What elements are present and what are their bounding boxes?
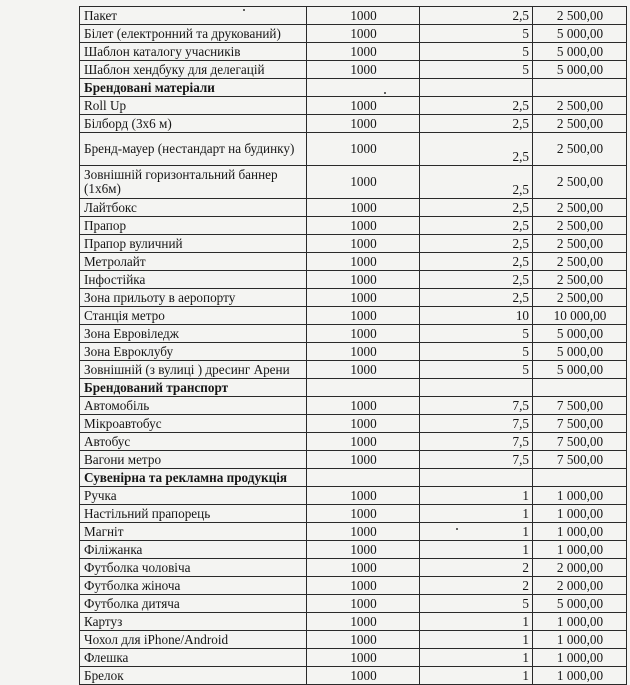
item-amount: 2 500,00 bbox=[533, 199, 627, 217]
item-amount: 5 000,00 bbox=[533, 325, 627, 343]
item-name: Філіжанка bbox=[80, 541, 307, 559]
item-row bbox=[80, 115, 627, 133]
item-amount: 5 000,00 bbox=[533, 343, 627, 361]
empty-cell bbox=[307, 469, 420, 487]
item-row bbox=[80, 613, 627, 631]
item-name: Шаблон каталогу учасників bbox=[80, 43, 307, 61]
item-coefficient: 1 bbox=[420, 523, 533, 541]
item-amount: 2 500,00 bbox=[533, 7, 627, 25]
section-header-row bbox=[80, 379, 627, 397]
item-row bbox=[80, 166, 627, 199]
item-coefficient: 5 bbox=[420, 61, 533, 79]
item-row bbox=[80, 541, 627, 559]
item-quantity: 1000 bbox=[307, 559, 420, 577]
item-quantity: 1000 bbox=[307, 97, 420, 115]
item-coefficient: 2,5 bbox=[420, 97, 533, 115]
item-coefficient: 2,5 bbox=[420, 199, 533, 217]
item-row bbox=[80, 577, 627, 595]
item-name: Білет (електронний та друкований) bbox=[80, 25, 307, 43]
item-name: Прапор вуличний bbox=[80, 235, 307, 253]
item-row bbox=[80, 25, 627, 43]
item-amount: 2 500,00 bbox=[533, 115, 627, 133]
item-row bbox=[80, 631, 627, 649]
item-amount: 1 000,00 bbox=[533, 505, 627, 523]
item-amount: 1 000,00 bbox=[533, 613, 627, 631]
item-amount: 1 000,00 bbox=[533, 631, 627, 649]
price-table-body bbox=[80, 7, 627, 685]
item-amount: 7 500,00 bbox=[533, 433, 627, 451]
item-coefficient: 1 bbox=[420, 649, 533, 667]
item-coefficient: 5 bbox=[420, 343, 533, 361]
item-name: Лайтбокс bbox=[80, 199, 307, 217]
item-amount: 2 500,00 bbox=[533, 235, 627, 253]
item-quantity: 1000 bbox=[307, 289, 420, 307]
item-name: Зона Евровіледж bbox=[80, 325, 307, 343]
item-name: Автобус bbox=[80, 433, 307, 451]
item-name: Мікроавтобус bbox=[80, 415, 307, 433]
item-coefficient: 2,5 bbox=[420, 235, 533, 253]
item-quantity: 1000 bbox=[307, 541, 420, 559]
item-coefficient: 5 bbox=[420, 43, 533, 61]
item-row bbox=[80, 505, 627, 523]
item-row bbox=[80, 217, 627, 235]
item-amount: 7 500,00 bbox=[533, 397, 627, 415]
item-coefficient: 7,5 bbox=[420, 433, 533, 451]
item-coefficient: 5 bbox=[420, 361, 533, 379]
item-coefficient: 2,5 bbox=[420, 289, 533, 307]
item-amount: 5 000,00 bbox=[533, 361, 627, 379]
item-coefficient: 1 bbox=[420, 631, 533, 649]
item-coefficient: 5 bbox=[420, 25, 533, 43]
item-coefficient: 1 bbox=[420, 541, 533, 559]
item-name: Вагони метро bbox=[80, 451, 307, 469]
item-row bbox=[80, 415, 627, 433]
item-quantity: 1000 bbox=[307, 43, 420, 61]
empty-cell bbox=[533, 469, 627, 487]
item-row bbox=[80, 451, 627, 469]
item-amount: 1 000,00 bbox=[533, 649, 627, 667]
item-coefficient: 5 bbox=[420, 595, 533, 613]
section-title: Брендований транспорт bbox=[80, 379, 307, 397]
item-quantity: 1000 bbox=[307, 649, 420, 667]
empty-cell bbox=[533, 79, 627, 97]
item-name: Білборд (3х6 м) bbox=[80, 115, 307, 133]
item-quantity: 1000 bbox=[307, 7, 420, 25]
section-title: Сувенірна та рекламна продукція bbox=[80, 469, 307, 487]
empty-cell bbox=[420, 379, 533, 397]
item-row bbox=[80, 253, 627, 271]
empty-cell bbox=[420, 469, 533, 487]
item-amount: 2 000,00 bbox=[533, 559, 627, 577]
item-row bbox=[80, 133, 627, 166]
item-row bbox=[80, 397, 627, 415]
item-row bbox=[80, 271, 627, 289]
item-row bbox=[80, 61, 627, 79]
item-row bbox=[80, 199, 627, 217]
item-quantity: 1000 bbox=[307, 613, 420, 631]
item-row bbox=[80, 343, 627, 361]
item-quantity: 1000 bbox=[307, 325, 420, 343]
item-amount: 7 500,00 bbox=[533, 415, 627, 433]
item-coefficient: 1 bbox=[420, 505, 533, 523]
item-quantity: 1000 bbox=[307, 667, 420, 685]
item-quantity: 1000 bbox=[307, 199, 420, 217]
item-quantity: 1000 bbox=[307, 133, 420, 166]
item-amount: 1 000,00 bbox=[533, 523, 627, 541]
item-quantity: 1000 bbox=[307, 523, 420, 541]
item-quantity: 1000 bbox=[307, 631, 420, 649]
item-name: Прапор bbox=[80, 217, 307, 235]
item-name: Настільний прапорець bbox=[80, 505, 307, 523]
item-row bbox=[80, 667, 627, 685]
item-name: Інфостійка bbox=[80, 271, 307, 289]
section-header-row bbox=[80, 469, 627, 487]
section-title: Брендовані матеріали bbox=[80, 79, 307, 97]
item-row bbox=[80, 325, 627, 343]
item-amount: 1 000,00 bbox=[533, 541, 627, 559]
item-coefficient: 2 bbox=[420, 559, 533, 577]
item-amount: 2 500,00 bbox=[533, 271, 627, 289]
item-name: Футболка жіноча bbox=[80, 577, 307, 595]
item-amount: 1 000,00 bbox=[533, 667, 627, 685]
item-amount: 2 000,00 bbox=[533, 577, 627, 595]
item-row bbox=[80, 361, 627, 379]
item-amount: 2 500,00 bbox=[533, 217, 627, 235]
item-row bbox=[80, 433, 627, 451]
item-name: Картуз bbox=[80, 613, 307, 631]
item-row bbox=[80, 487, 627, 505]
item-quantity: 1000 bbox=[307, 271, 420, 289]
price-table bbox=[79, 6, 627, 685]
item-quantity: 1000 bbox=[307, 166, 420, 199]
item-name: Магніт bbox=[80, 523, 307, 541]
item-name: Ручка bbox=[80, 487, 307, 505]
item-quantity: 1000 bbox=[307, 487, 420, 505]
item-name: Брелок bbox=[80, 667, 307, 685]
item-amount: 2 500,00 bbox=[533, 289, 627, 307]
item-quantity: 1000 bbox=[307, 595, 420, 613]
item-quantity: 1000 bbox=[307, 235, 420, 253]
item-name: Метролайт bbox=[80, 253, 307, 271]
item-name: Автомобіль bbox=[80, 397, 307, 415]
item-coefficient: 10 bbox=[420, 307, 533, 325]
item-row bbox=[80, 559, 627, 577]
item-row bbox=[80, 289, 627, 307]
section-header-row bbox=[80, 79, 627, 97]
item-name: Зона Евроклубу bbox=[80, 343, 307, 361]
item-quantity: 1000 bbox=[307, 451, 420, 469]
item-quantity: 1000 bbox=[307, 397, 420, 415]
item-coefficient: 7,5 bbox=[420, 451, 533, 469]
item-name: Зовнішній горизонтальний баннер (1х6м) bbox=[80, 166, 307, 199]
item-name: Футболка дитяча bbox=[80, 595, 307, 613]
item-amount: 2 500,00 bbox=[533, 133, 627, 166]
item-name: Флешка bbox=[80, 649, 307, 667]
item-row bbox=[80, 523, 627, 541]
item-amount: 5 000,00 bbox=[533, 61, 627, 79]
item-name: Зона прильоту в аеропорту bbox=[80, 289, 307, 307]
item-row bbox=[80, 307, 627, 325]
item-amount: 2 500,00 bbox=[533, 97, 627, 115]
item-coefficient: 7,5 bbox=[420, 415, 533, 433]
item-quantity: 1000 bbox=[307, 307, 420, 325]
item-coefficient: 1 bbox=[420, 613, 533, 631]
item-coefficient: 2,5 bbox=[420, 166, 533, 199]
empty-cell bbox=[420, 79, 533, 97]
item-row bbox=[80, 97, 627, 115]
item-amount: 2 500,00 bbox=[533, 166, 627, 199]
item-name: Чохол для iPhone/Android bbox=[80, 631, 307, 649]
item-name: Футболка чоловіча bbox=[80, 559, 307, 577]
item-coefficient: 2,5 bbox=[420, 217, 533, 235]
item-quantity: 1000 bbox=[307, 253, 420, 271]
empty-cell bbox=[307, 79, 420, 97]
item-coefficient: 1 bbox=[420, 487, 533, 505]
item-name: Шаблон хендбуку для делегацій bbox=[80, 61, 307, 79]
item-coefficient: 2,5 bbox=[420, 253, 533, 271]
empty-cell bbox=[307, 379, 420, 397]
item-name: Зовнішній (з вулиці ) дресинг Арени bbox=[80, 361, 307, 379]
item-coefficient: 1 bbox=[420, 667, 533, 685]
item-amount: 7 500,00 bbox=[533, 451, 627, 469]
item-amount: 5 000,00 bbox=[533, 595, 627, 613]
empty-cell bbox=[533, 379, 627, 397]
item-coefficient: 2,5 bbox=[420, 115, 533, 133]
item-quantity: 1000 bbox=[307, 361, 420, 379]
item-name: Бренд-мауер (нестандарт на будинку) bbox=[80, 133, 307, 166]
item-name: Станція метро bbox=[80, 307, 307, 325]
item-quantity: 1000 bbox=[307, 61, 420, 79]
item-coefficient: 2,5 bbox=[420, 133, 533, 166]
item-name: Roll Up bbox=[80, 97, 307, 115]
item-row bbox=[80, 43, 627, 61]
item-coefficient: 7,5 bbox=[420, 397, 533, 415]
item-coefficient: 2 bbox=[420, 577, 533, 595]
item-quantity: 1000 bbox=[307, 505, 420, 523]
item-amount: 1 000,00 bbox=[533, 487, 627, 505]
item-quantity: 1000 bbox=[307, 577, 420, 595]
item-row bbox=[80, 7, 627, 25]
item-name: Пакет bbox=[80, 7, 307, 25]
item-quantity: 1000 bbox=[307, 415, 420, 433]
item-row bbox=[80, 595, 627, 613]
item-amount: 5 000,00 bbox=[533, 43, 627, 61]
item-amount: 2 500,00 bbox=[533, 253, 627, 271]
item-amount: 10 000,00 bbox=[533, 307, 627, 325]
item-quantity: 1000 bbox=[307, 343, 420, 361]
item-quantity: 1000 bbox=[307, 25, 420, 43]
item-coefficient: 2,5 bbox=[420, 7, 533, 25]
item-coefficient: 2,5 bbox=[420, 271, 533, 289]
item-row bbox=[80, 649, 627, 667]
item-quantity: 1000 bbox=[307, 433, 420, 451]
item-amount: 5 000,00 bbox=[533, 25, 627, 43]
item-coefficient: 5 bbox=[420, 325, 533, 343]
item-quantity: 1000 bbox=[307, 115, 420, 133]
item-row bbox=[80, 235, 627, 253]
item-quantity: 1000 bbox=[307, 217, 420, 235]
